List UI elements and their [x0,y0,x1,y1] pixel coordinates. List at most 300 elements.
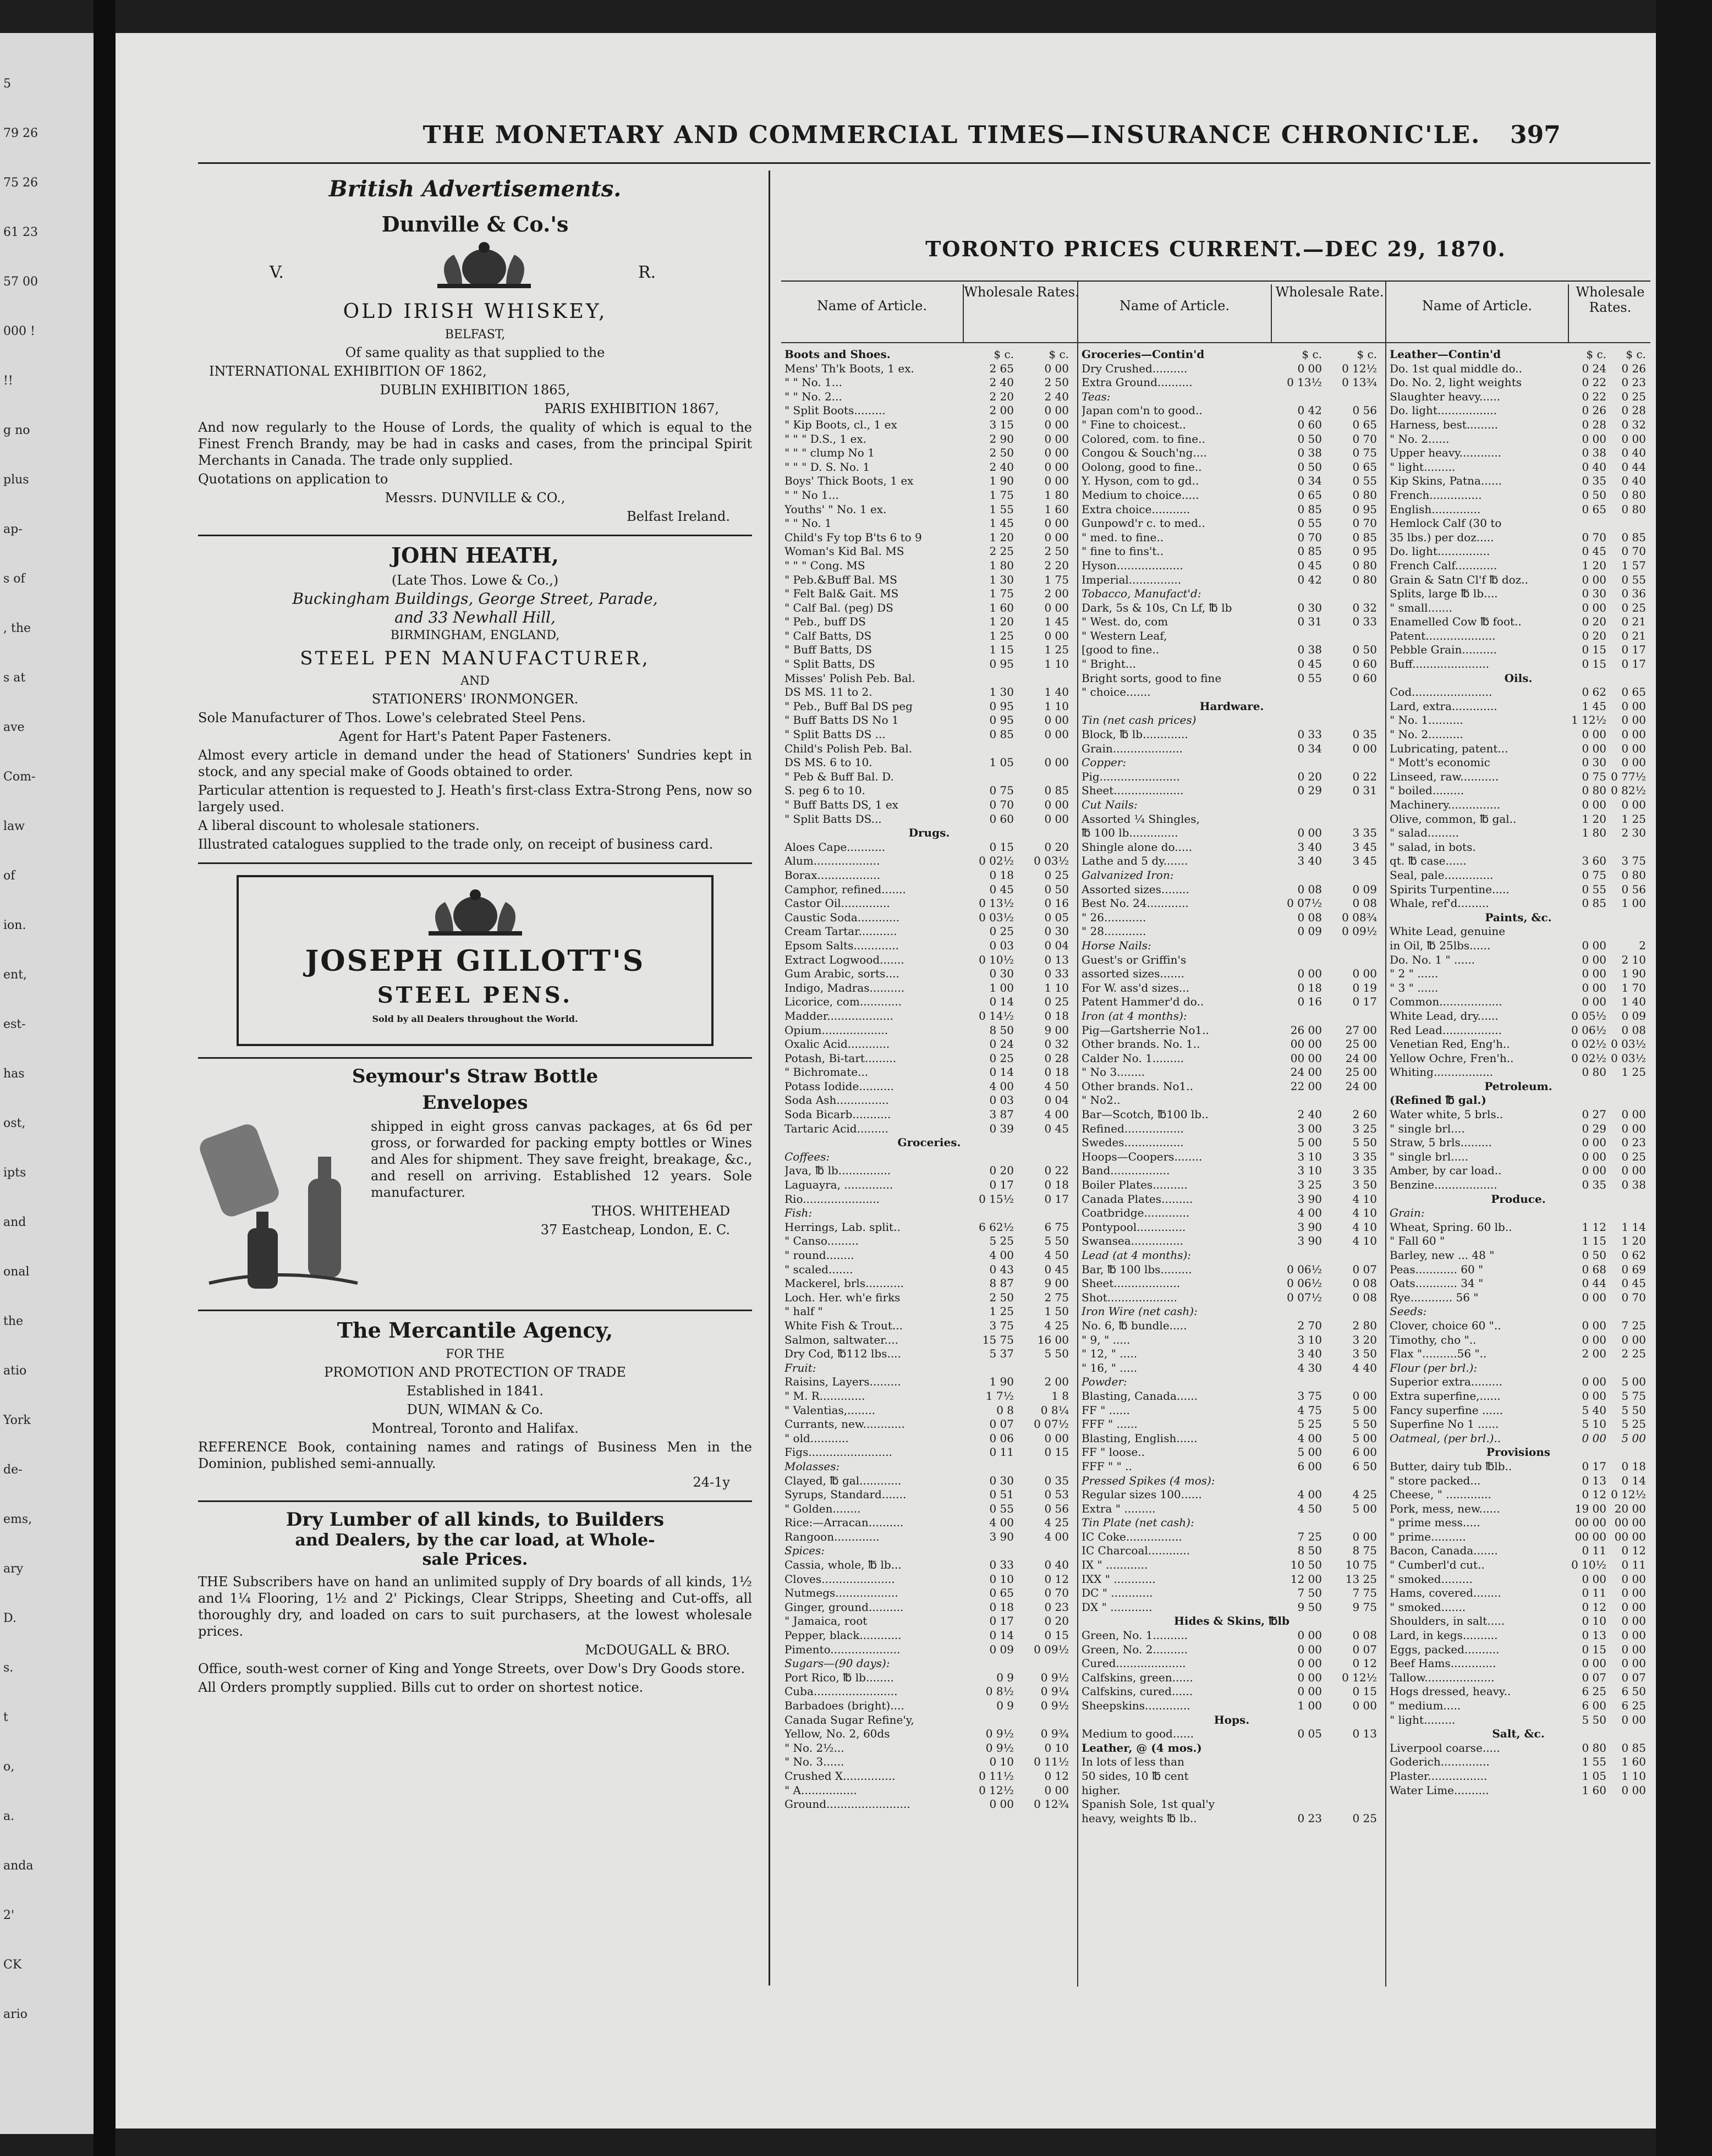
price-row [1078,685,1385,700]
price-section-heading [1386,672,1650,686]
price-high: 0 00 [1044,728,1069,741]
price-low: 0 10½ [979,953,1014,966]
price-low: 3 40 [1297,1347,1322,1361]
price-low: 0 07 [989,1417,1014,1431]
article-name: FF " loose.. [1082,1445,1145,1459]
price-high: 1 40 [1044,685,1069,699]
price-row [1386,559,1650,573]
price-low: 00 00 [1574,1516,1606,1530]
price-high: 6 25 [1621,1699,1646,1712]
price-low: 4 00 [989,1079,1014,1093]
article-name: Water Lime.......... [1390,1783,1489,1797]
price-low: 0 00 [1582,967,1606,981]
price-low: 0 35 [1582,474,1606,488]
article-name: For W. ass'd sizes... [1082,981,1189,994]
page-header-title: THE MONETARY AND COMMERCIAL TIMES—INSURANCE CHRONIC'LE. [422,121,1481,149]
price-high: 0 00 [1621,713,1646,727]
heath-trade: STEEL PEN MANUFACTURER, [300,647,650,669]
price-low: 1 60 [1582,1783,1606,1797]
article-name: " Peb.&Buff Bal. MS [784,573,897,586]
price-low: 0 00 [1297,1629,1322,1642]
lumber-firm: McDOUGALL & BRO. [585,1642,730,1658]
price-high: 0 09½ [1342,925,1377,938]
price-low: 0 00 [1297,967,1322,981]
price-row [1386,390,1650,404]
price-high: 2 40 [1044,389,1069,403]
price-low: 0 75 [989,784,1014,798]
price-high: $ c. [1049,348,1069,361]
price-row [1386,1404,1650,1418]
price-low: 0 00 [1582,1572,1606,1586]
price-high: 3 75 [1621,854,1646,868]
price-high: 5 50 [1044,1347,1069,1361]
price-row [1386,1530,1650,1544]
price-row [1078,784,1385,798]
article-name: " Peb & Buff Bal. D. [784,769,894,783]
article-name: " 3 " ...... [1390,981,1439,994]
price-row [1386,643,1650,657]
price-low: 0 95 [989,657,1014,671]
price-high: 1 25 [1621,1065,1646,1079]
price-low: 0 00 [1582,1150,1606,1163]
price-row [1386,1206,1650,1220]
price-row [781,1150,1077,1164]
scan-right-edge [1656,0,1712,2156]
price-row [1078,1361,1385,1376]
dunville-exhibition-3: PARIS EXHIBITION 1867, [544,401,719,416]
price-low: 2 20 [989,389,1014,403]
article-name: Cassia, whole, ℔ lb... [784,1558,902,1572]
price-row [781,897,1077,911]
price-low: 0 70 [1297,530,1322,544]
price-low: 0 00 [1297,826,1322,840]
price-row [1386,883,1650,897]
article-name: Butter, dairy tub ℔lb.. [1390,1459,1512,1473]
price-row [1078,770,1385,784]
article-name: Herrings, Lab. split.. [784,1220,901,1234]
price-row [1386,1024,1650,1038]
price-row [1078,1460,1385,1474]
article-name: Linseed, raw........... [1390,769,1499,783]
price-row [781,1558,1077,1572]
price-row [781,1108,1077,1122]
price-high: 5 00 [1621,1431,1646,1445]
price-row [781,1248,1077,1263]
article-name: Assorted sizes........ [1082,882,1189,896]
price-low: 0 70 [1582,530,1606,544]
price-high: 0 00 [1621,756,1646,769]
price-row [1078,713,1385,728]
price-row [1386,728,1650,742]
article-name: Hemlock Calf (30 to [1390,516,1502,530]
price-row [1078,559,1385,573]
article-name: Green, No. 1.......... [1082,1629,1188,1642]
article-name: Do. No. 2, light weights [1390,376,1522,389]
price-row [781,1206,1077,1220]
price-low: 7 50 [1297,1586,1322,1600]
price-row [1078,362,1385,376]
price-high: 0 25 [1044,868,1069,882]
price-low: 0 20 [1582,629,1606,642]
article-name: Peas............ 60 " [1390,1262,1484,1276]
price-high: 0 15 [1044,1445,1069,1459]
price-high: 2 00 [1044,1375,1069,1389]
price-row [781,1037,1077,1052]
price-low: 0 95 [989,713,1014,727]
price-row [1386,1150,1650,1164]
article-name: Green, No. 2.......... [1082,1642,1188,1656]
article-name: " medium..... [1390,1699,1461,1712]
article-name: " Kip Boots, cl., 1 ex [784,417,897,431]
price-high: 1 80 [1044,488,1069,502]
article-name: Lard, extra............. [1390,699,1497,713]
price-row [1078,432,1385,447]
price-row [1078,756,1385,770]
price-high: 2 10 [1621,953,1646,966]
price-low: 0 27 [1582,1108,1606,1121]
price-row [1078,376,1385,390]
article-name: Flax "..........56 ".. [1390,1347,1487,1361]
price-row [1386,362,1650,376]
price-row [1078,1319,1385,1333]
price-high: 0 08 [1352,1290,1377,1304]
previous-page-fragment: ary [3,1562,24,1576]
article-name: Shingle alone do..... [1082,840,1192,854]
article-name: Extra Ground.......... [1082,376,1193,389]
price-low: 0 30 [989,967,1014,981]
price-low: 0 00 [1582,1657,1606,1670]
price-row [781,404,1077,418]
article-name: " round........ [784,1248,854,1262]
price-low: 0 05½ [1571,1009,1606,1022]
price-section-heading [1078,1713,1385,1728]
price-low: 0 30 [1297,601,1322,614]
article-name: " Fine to choicest.. [1082,417,1186,431]
price-row [1078,1277,1385,1291]
price-low: 0 17 [989,1614,1014,1628]
price-row [1078,1699,1385,1713]
price-low: 0 00 [1582,601,1606,614]
price-row [781,1769,1077,1784]
article-name: Red Lead................. [1390,1023,1502,1037]
price-row [1386,1108,1650,1122]
price-low: 0 38 [1582,446,1606,460]
price-high: 0 20 [1044,840,1069,854]
price-row [1386,1685,1650,1699]
price-high: 0 25 [1621,601,1646,614]
price-high: 0 85 [1352,530,1377,544]
price-high: 0 80 [1352,573,1377,586]
price-low: 1 45 [989,516,1014,530]
article-name: Imperial............... [1082,573,1182,586]
price-low: 0 44 [1582,1277,1606,1290]
price-row [1386,1136,1650,1150]
price-low: $ c. [1302,348,1322,361]
price-high: 0 80 [1352,558,1377,572]
heath-paragraph-5: A liberal discount to wholesale stationers. [198,818,480,833]
price-low: 6 00 [1297,1459,1322,1473]
article-name: " salad, in bots. [1390,840,1476,854]
price-high: 2 75 [1044,1290,1069,1304]
price-low: 0 15 [989,840,1014,854]
price-row [1386,1052,1650,1066]
article-name: in Oil, ℔ 25lbs...... [1390,938,1491,952]
price-row [1078,1432,1385,1446]
article-name: Salmon, saltwater.... [784,1333,898,1346]
price-row [781,474,1077,488]
price-high: 0 31 [1352,784,1377,798]
lumber-body: THE Subscribers have on hand an unlimited supply of Dry boards of all kinds, 1½ and 1¼ Flooring, 1½ and 2' Pickings, Clear Stripps, Sheeting and Cut-offs, all thoroughly dry, and loaded on cars to suit purchasers, at the lowest wholesale prices. [198,1574,752,1639]
price-low: 0 8 [996,1403,1014,1417]
price-high: 0 00 [1621,1600,1646,1614]
article-name: " Fall 60 " [1390,1234,1445,1248]
price-high: 1 50 [1044,1305,1069,1318]
price-low: 0 10 [1582,1614,1606,1628]
article-name: Youths' " No. 1 ex. [784,502,887,516]
price-low: 0 23 [1297,1811,1322,1825]
price-row [1078,1544,1385,1558]
price-row [781,1614,1077,1629]
article-name: IXX " ............ [1082,1572,1156,1586]
price-low: 0 60 [1297,417,1322,431]
price-high: 0 25 [1621,389,1646,403]
article-name: Laguayra, .............. [784,1178,893,1192]
price-row [1078,1178,1385,1192]
price-low: 0 70 [989,798,1014,811]
price-low: 1 60 [989,601,1014,614]
article-name: assorted sizes....... [1082,967,1184,981]
price-low: 0 03 [989,938,1014,952]
price-low: 1 90 [989,474,1014,488]
price-row [1078,587,1385,601]
price-low: 19 00 [1574,1502,1606,1515]
price-row [1078,1530,1385,1544]
article-name: Lubricating, patent... [1390,741,1508,755]
price-high: 0 03½ [1611,1037,1646,1051]
price-low: 0 14½ [979,1009,1014,1022]
price-low: 0 00 [1582,953,1606,966]
seymour-address: 37 Eastcheap, London, E. C. [540,1222,730,1238]
price-low: 0 38 [1297,643,1322,657]
article-name: Bar, ℔ 100 lbs......... [1082,1262,1192,1276]
price-row [1078,643,1385,657]
price-row [1386,1178,1650,1192]
price-high: 0 00 [1621,798,1646,811]
article-name: " " No. 1... [784,376,842,389]
article-name: Opium................... [784,1023,888,1037]
mercantile-name: The Mercantile Agency, [337,1318,613,1343]
price-row [1386,1432,1650,1446]
mercantile-body: REFERENCE Book, containing names and ratings of Business Men in the Dominion, published semi-annually. [198,1439,752,1471]
price-row [1386,1319,1650,1333]
price-row [1078,939,1385,953]
price-row [1078,1685,1385,1699]
article-name: Cream Tartar........... [784,925,897,938]
ad-divider [198,1310,752,1311]
article-name: Liverpool coarse..... [1390,1741,1500,1755]
price-high: 0 60 [1352,671,1377,685]
price-low: 0 00 [1582,741,1606,755]
price-low: 2 40 [989,376,1014,389]
price-row [1386,348,1650,362]
article-name: Iron Wire (net cash): [1082,1305,1198,1318]
article-name: [good to fine.. [1082,643,1160,657]
article-name: Coffees: [784,1150,830,1163]
price-row [1386,1784,1650,1798]
price-row [781,700,1077,714]
mercantile-purpose: PROMOTION AND PROTECTION OF TRADE [324,1365,626,1380]
price-low: 5 00 [1297,1445,1322,1459]
article-name: higher. [1082,1783,1121,1797]
price-low: 1 20 [989,530,1014,544]
price-low: 3 60 [1582,854,1606,868]
lumber-heading-2: and Dealers, by the car load, at Whole- [295,1531,655,1550]
price-low: 0 85 [1297,544,1322,558]
article-name: Amber, by car load.. [1390,1164,1502,1178]
price-high: 0 28 [1621,404,1646,417]
article-name: " Valentias,........ [784,1403,876,1417]
price-high: 5 00 [1352,1431,1377,1445]
price-low: 1 05 [989,756,1014,769]
article-name: " Calf Batts, DS [784,629,872,642]
price-high: 9 75 [1352,1600,1377,1614]
article-name: Groceries—Contin'd [1082,348,1205,361]
price-high: 0 17 [1621,657,1646,671]
previous-page-fragment: of [3,869,15,883]
gillott-product: STEEL PENS. [377,982,573,1008]
price-row [1078,629,1385,644]
price-low: 0 00 [1582,981,1606,994]
price-low: 0 02½ [1571,1037,1606,1051]
article-name: White Lead, genuine [1390,925,1506,938]
article-name: " Bright... [1082,657,1137,671]
price-row [781,1741,1077,1756]
article-name: Enamelled Cow ℔ foot.. [1390,615,1522,629]
price-high: 0 50 [1044,882,1069,896]
price-low: 0 13 [1582,1473,1606,1487]
price-high: 2 25 [1621,1347,1646,1361]
price-low: 0 00 [1297,1685,1322,1698]
price-row [1078,1601,1385,1615]
price-low: 4 00 [1297,1488,1322,1502]
article-name: Hyson................... [1082,558,1183,572]
previous-page-fragment: a. [3,1810,15,1823]
article-name: " smoked......... [1390,1572,1473,1586]
price-high: 0 00 [1621,1629,1646,1642]
price-low: 00 00 [1574,1530,1606,1543]
price-row [1386,1417,1650,1432]
price-row [1386,432,1650,447]
article-name: Tartaric Acid......... [784,1121,888,1135]
price-high: 0 70 [1621,1290,1646,1304]
price-high: 1 75 [1044,573,1069,586]
article-name: Potass Iodide.......... [784,1079,894,1093]
price-high: 3 25 [1352,1121,1377,1135]
article-name: " No. 3...... [784,1755,844,1769]
price-high: 0 00 [1044,516,1069,530]
price-high: 0 62 [1621,1248,1646,1262]
price-low: 26 00 [1290,1023,1322,1037]
previous-page-fragment: D. [3,1612,17,1625]
article-name: " Buff Batts DS No 1 [784,713,899,727]
article-name: " light......... [1390,1713,1456,1726]
price-high: 6 75 [1044,1220,1069,1234]
price-high: 0 09 [1621,1009,1646,1022]
article-name: Flour (per brl.): [1390,1361,1478,1374]
article-name: Hoops—Coopers........ [1082,1150,1203,1163]
price-row [781,939,1077,953]
price-row [1078,1065,1385,1080]
price-high: 0 08 [1352,1277,1377,1290]
article-name: Dry Crushed.......... [1082,361,1188,375]
article-name: Cut Nails: [1082,798,1138,811]
article-name: " boiled......... [1390,784,1464,798]
price-high: 0 22 [1352,769,1377,783]
price-low: 9 50 [1297,1600,1322,1614]
article-name: Extra superfine,...... [1390,1389,1501,1402]
price-high: 3 35 [1352,1150,1377,1163]
price-high: 0 18 [1044,1009,1069,1022]
price-row [1386,1037,1650,1052]
article-name: Sheet................... [1082,1277,1181,1290]
price-high: 5 50 [1352,1417,1377,1431]
article-name: DX " ............ [1082,1600,1153,1614]
price-low: 0 80 [1582,1741,1606,1755]
article-name: Spirits Turpentine..... [1390,882,1510,896]
article-name: Currants, new............ [784,1417,905,1431]
price-low: 0 22 [1582,389,1606,403]
price-low: 0 00 [1582,1333,1606,1346]
price-low: 0 38 [1297,446,1322,460]
price-row [781,348,1077,362]
article-name: qt. ℔ case...... [1390,854,1467,868]
price-row [1386,784,1650,798]
price-high: 0 00 [1044,798,1069,811]
price-high: 0 00 [1621,1783,1646,1797]
royal-crest-icon [407,888,544,938]
gillott-name: JOSEPH GILLOTT'S [305,944,645,978]
ads-section-title-block [198,176,752,202]
price-row [1078,1755,1385,1769]
price-low: 00 00 [1290,1037,1322,1051]
price-low: 0 17 [989,1178,1014,1192]
article-name: " 9, " ..... [1082,1333,1131,1346]
price-low: 4 30 [1297,1361,1322,1374]
price-high: 1 57 [1621,558,1646,572]
price-row [1078,446,1385,460]
price-low: 0 35 [1582,1178,1606,1192]
previous-page-fragment: 57 00 [3,275,38,289]
price-row [781,1488,1077,1502]
previous-page-fragment: ave [3,721,25,734]
price-row [781,1263,1077,1277]
price-high: 0 09 [1352,882,1377,896]
price-high: 0 80 [1621,868,1646,882]
dunville-crest-row [198,241,752,296]
dunville-exhibition-1: INTERNATIONAL EXHIBITION OF 1862, [209,364,487,379]
article-name: " No. 2...... [1390,432,1450,446]
article-name: Lead (at 4 months): [1082,1248,1192,1262]
price-rows [1078,343,1385,1825]
price-row [1386,1347,1650,1361]
price-low: 1 90 [989,1375,1014,1389]
price-high: 0 45 [1044,1121,1069,1135]
article-name: " " No. 1 [784,516,832,530]
price-low: 0 9 [996,1670,1014,1684]
price-high: 0 04 [1044,938,1069,952]
article-name: Aloes Cape........... [784,840,886,854]
royal-crest-icon [415,241,553,290]
